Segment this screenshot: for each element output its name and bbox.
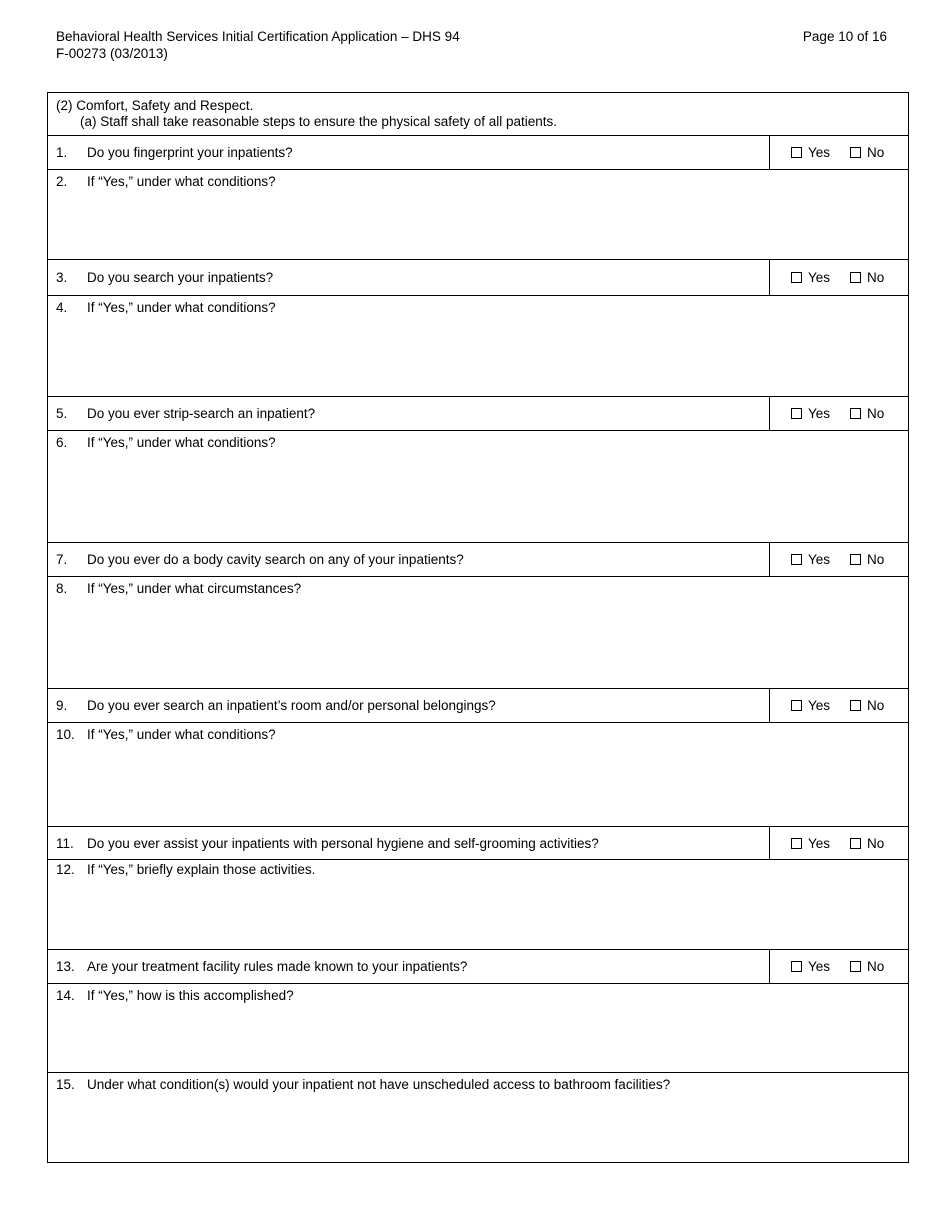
question-number: 1. — [56, 145, 68, 160]
no-checkbox[interactable]: No — [850, 406, 884, 421]
question-number: 12. — [56, 862, 75, 877]
answer-area[interactable] — [48, 431, 908, 543]
question-text: Do you fingerprint your inpatients? — [87, 145, 293, 160]
questionnaire-form — [47, 92, 909, 1163]
no-checkbox[interactable]: No — [850, 836, 884, 851]
question-row — [48, 689, 908, 723]
no-checkbox[interactable]: No — [850, 698, 884, 713]
no-checkbox[interactable]: No — [850, 145, 884, 160]
question-text: If “Yes,” under what conditions? — [87, 435, 276, 450]
yes-checkbox[interactable]: Yes — [791, 959, 830, 974]
question-row — [48, 260, 908, 296]
question-text: Do you search your inpatients? — [87, 270, 274, 285]
question-number: 5. — [56, 406, 68, 421]
question-text: If “Yes,” how is this accomplished? — [87, 988, 294, 1003]
answer-area[interactable] — [48, 723, 908, 827]
answer-area[interactable] — [48, 296, 908, 397]
question-number: 4. — [56, 300, 68, 315]
no-checkbox[interactable]: No — [850, 270, 884, 285]
no-checkbox[interactable]: No — [850, 959, 884, 974]
question-text: If “Yes,” under what circumstances? — [87, 581, 302, 596]
question-row — [48, 950, 908, 984]
answer-area[interactable] — [48, 1073, 908, 1163]
question-number: 7. — [56, 552, 68, 567]
question-text: If “Yes,” under what conditions? — [87, 300, 276, 315]
question-text: If “Yes,” under what conditions? — [87, 174, 276, 189]
form-title: Behavioral Health Services Initial Certification Application – DHS 94 — [56, 29, 460, 44]
question-number: 3. — [56, 270, 68, 285]
document-header — [56, 28, 460, 62]
question-number: 9. — [56, 698, 68, 713]
question-text: Do you ever do a body cavity search on any of your inpatients? — [87, 552, 464, 567]
question-text: If “Yes,” under what conditions? — [87, 727, 276, 742]
question-row — [48, 136, 908, 170]
section-heading: (2) Comfort, Safety and Respect. — [56, 98, 254, 113]
answer-area[interactable] — [48, 860, 908, 950]
question-text: If “Yes,” briefly explain those activities. — [87, 862, 316, 877]
question-row — [48, 397, 908, 431]
yes-checkbox[interactable]: Yes — [791, 145, 830, 160]
question-number: 11. — [56, 835, 74, 851]
question-number: 10. — [56, 727, 75, 742]
form-number: F-00273 (03/2013) — [56, 46, 168, 61]
yes-checkbox[interactable]: Yes — [791, 406, 830, 421]
section-subheading: (a) Staff shall take reasonable steps to ensure the physical safety of all patients. — [80, 114, 558, 129]
question-text: Do you ever assist your inpatients with personal hygiene and self-grooming activities? — [87, 835, 599, 851]
answer-area[interactable] — [48, 984, 908, 1073]
question-row — [48, 543, 908, 577]
answer-area[interactable] — [48, 577, 908, 689]
yes-checkbox[interactable]: Yes — [791, 836, 830, 851]
yes-checkbox[interactable]: Yes — [791, 270, 830, 285]
question-text: Do you ever strip-search an inpatient? — [87, 406, 316, 421]
yes-checkbox[interactable]: Yes — [791, 698, 830, 713]
question-text: Do you ever search an inpatient’s room and/or personal belongings? — [87, 698, 496, 713]
question-row — [48, 827, 908, 860]
question-number: 8. — [56, 581, 68, 596]
question-number: 14. — [56, 988, 75, 1003]
question-text: Under what condition(s) would your inpatient not have unscheduled access to bathroom facilities? — [87, 1077, 671, 1092]
question-text: Are your treatment facility rules made known to your inpatients? — [87, 959, 468, 974]
question-number: 2. — [56, 174, 68, 189]
no-checkbox[interactable]: No — [850, 552, 884, 567]
question-number: 13. — [56, 959, 75, 974]
yes-checkbox[interactable]: Yes — [791, 552, 830, 567]
section-heading-row — [48, 93, 908, 136]
answer-area[interactable] — [48, 170, 908, 260]
question-number: 6. — [56, 435, 68, 450]
question-number: 15. — [56, 1077, 75, 1092]
page-number: Page 10 of 16 — [802, 29, 887, 44]
